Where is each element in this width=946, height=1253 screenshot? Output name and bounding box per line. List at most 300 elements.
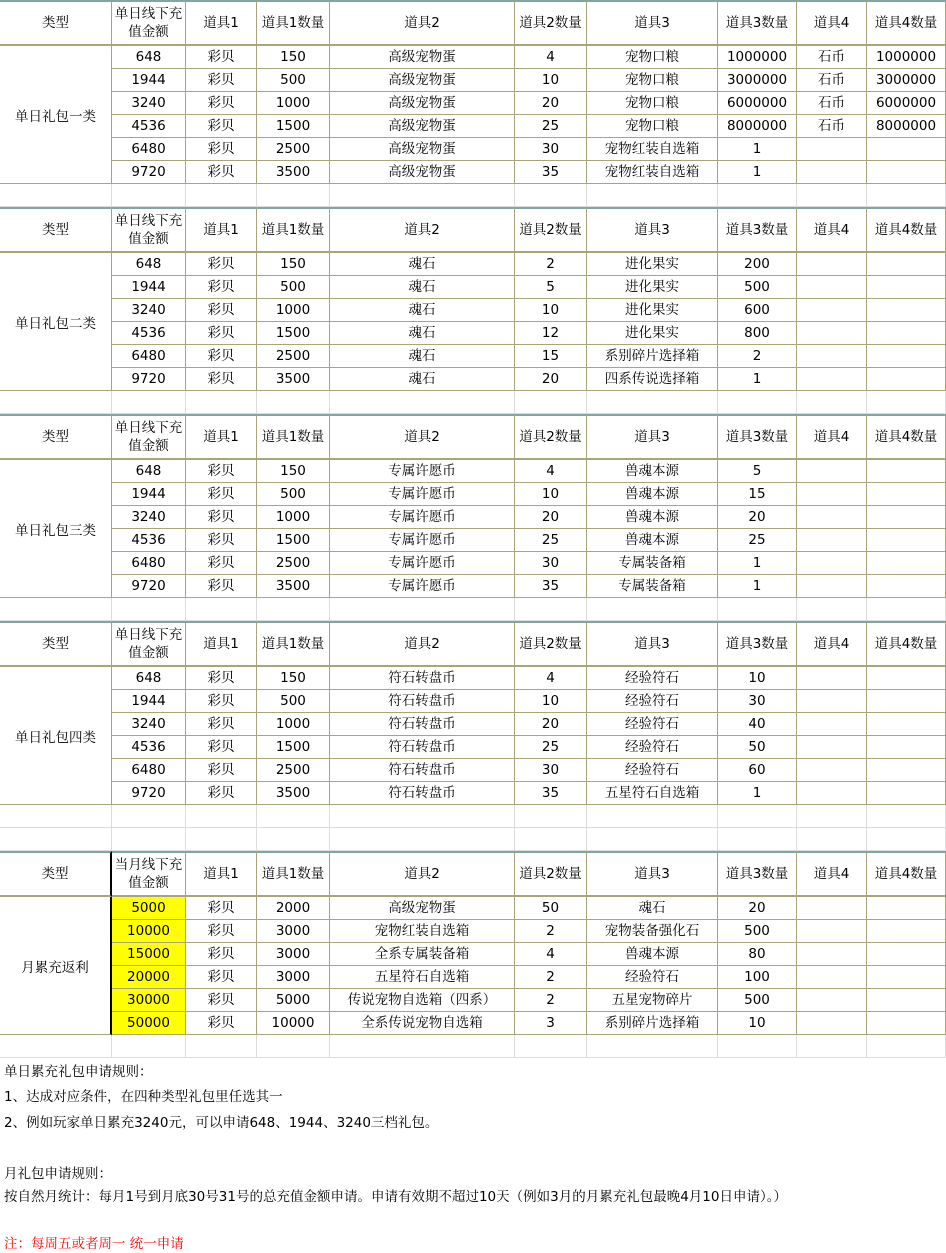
- cell-item3[interactable]: 四系传说选择箱: [587, 368, 718, 391]
- empty-cell[interactable]: [587, 598, 718, 621]
- cell-item3-qty[interactable]: 15: [718, 483, 797, 506]
- header-type[interactable]: 类型: [0, 414, 112, 460]
- cell-item3-qty[interactable]: 20: [718, 506, 797, 529]
- amount-cell[interactable]: 3240: [112, 713, 186, 736]
- cell-item4-qty[interactable]: [867, 161, 946, 184]
- cell-item1-qty[interactable]: 150: [257, 46, 330, 69]
- cell-item1-qty[interactable]: 2500: [257, 552, 330, 575]
- cell-item3[interactable]: 兽魂本源: [587, 460, 718, 483]
- cell-item2-qty[interactable]: 4: [515, 460, 587, 483]
- cell-item4[interactable]: [797, 161, 867, 184]
- cell-item2[interactable]: 专属许愿币: [330, 575, 515, 598]
- type-label[interactable]: 月累充返利: [0, 897, 112, 1035]
- cell-item2-qty[interactable]: 10: [515, 69, 587, 92]
- cell-item4[interactable]: [797, 276, 867, 299]
- amount-cell[interactable]: 1944: [112, 276, 186, 299]
- cell-item2[interactable]: 符石转盘币: [330, 736, 515, 759]
- cell-item1[interactable]: 彩贝: [186, 46, 257, 69]
- cell-item2[interactable]: 专属许愿币: [330, 483, 515, 506]
- cell-item3-qty[interactable]: 1000000: [718, 46, 797, 69]
- cell-item3[interactable]: 魂石: [587, 897, 718, 920]
- empty-cell[interactable]: [257, 828, 330, 851]
- cell-item1[interactable]: 彩贝: [186, 322, 257, 345]
- cell-item4-qty[interactable]: 8000000: [867, 115, 946, 138]
- amount-cell[interactable]: 6480: [112, 552, 186, 575]
- type-label[interactable]: 单日礼包二类: [0, 253, 112, 391]
- amount-cell[interactable]: 10000: [112, 920, 186, 943]
- cell-item4-qty[interactable]: [867, 1012, 946, 1035]
- cell-item3-qty[interactable]: 1: [718, 138, 797, 161]
- cell-item4[interactable]: [797, 460, 867, 483]
- header-item4[interactable]: 道具4: [797, 0, 867, 46]
- cell-item1[interactable]: 彩贝: [186, 460, 257, 483]
- header-type[interactable]: 类型: [0, 0, 112, 46]
- empty-cell[interactable]: [867, 391, 946, 414]
- amount-cell[interactable]: 15000: [112, 943, 186, 966]
- cell-item4[interactable]: [797, 966, 867, 989]
- header-item4-qty[interactable]: 道具4数量: [867, 851, 946, 897]
- amount-cell[interactable]: 3240: [112, 299, 186, 322]
- header-item2[interactable]: 道具2: [330, 0, 515, 46]
- cell-item4[interactable]: [797, 690, 867, 713]
- cell-item3[interactable]: 经验符石: [587, 713, 718, 736]
- cell-item3-qty[interactable]: 10: [718, 1012, 797, 1035]
- cell-item2-qty[interactable]: 12: [515, 322, 587, 345]
- cell-item3[interactable]: 经验符石: [587, 759, 718, 782]
- empty-cell[interactable]: [797, 805, 867, 828]
- amount-cell[interactable]: 5000: [112, 897, 186, 920]
- cell-item1-qty[interactable]: 1000: [257, 506, 330, 529]
- cell-item2[interactable]: 魂石: [330, 299, 515, 322]
- cell-item1-qty[interactable]: 150: [257, 460, 330, 483]
- cell-item1[interactable]: 彩贝: [186, 897, 257, 920]
- cell-item2-qty[interactable]: 25: [515, 115, 587, 138]
- empty-cell[interactable]: [797, 828, 867, 851]
- amount-cell[interactable]: 4536: [112, 322, 186, 345]
- empty-cell[interactable]: [257, 805, 330, 828]
- header-item2-qty[interactable]: 道具2数量: [515, 851, 587, 897]
- cell-item1[interactable]: 彩贝: [186, 345, 257, 368]
- cell-item1[interactable]: 彩贝: [186, 920, 257, 943]
- cell-item4[interactable]: [797, 575, 867, 598]
- empty-cell[interactable]: [186, 828, 257, 851]
- cell-item4[interactable]: [797, 299, 867, 322]
- empty-cell[interactable]: [0, 828, 112, 851]
- cell-item2[interactable]: 符石转盘币: [330, 782, 515, 805]
- empty-cell[interactable]: [587, 1035, 718, 1058]
- empty-cell[interactable]: [186, 598, 257, 621]
- header-item2[interactable]: 道具2: [330, 621, 515, 667]
- cell-item2-qty[interactable]: 15: [515, 345, 587, 368]
- cell-item4-qty[interactable]: [867, 460, 946, 483]
- empty-cell[interactable]: [257, 391, 330, 414]
- empty-cell[interactable]: [330, 1035, 515, 1058]
- header-amount[interactable]: 单日线下充值金额: [112, 414, 186, 460]
- empty-cell[interactable]: [515, 805, 587, 828]
- cell-item1-qty[interactable]: 1500: [257, 529, 330, 552]
- cell-item1[interactable]: 彩贝: [186, 92, 257, 115]
- cell-item2-qty[interactable]: 10: [515, 690, 587, 713]
- header-item3-qty[interactable]: 道具3数量: [718, 0, 797, 46]
- cell-item4[interactable]: 石币: [797, 46, 867, 69]
- empty-cell[interactable]: [587, 391, 718, 414]
- empty-cell[interactable]: [257, 598, 330, 621]
- cell-item3[interactable]: 经验符石: [587, 736, 718, 759]
- cell-item4[interactable]: [797, 1012, 867, 1035]
- header-item3[interactable]: 道具3: [587, 414, 718, 460]
- cell-item3-qty[interactable]: 80: [718, 943, 797, 966]
- cell-item1-qty[interactable]: 3500: [257, 368, 330, 391]
- cell-item1-qty[interactable]: 3000: [257, 920, 330, 943]
- cell-item1[interactable]: 彩贝: [186, 989, 257, 1012]
- cell-item2-qty[interactable]: 4: [515, 667, 587, 690]
- empty-cell[interactable]: [587, 805, 718, 828]
- cell-item3-qty[interactable]: 500: [718, 989, 797, 1012]
- amount-cell[interactable]: 648: [112, 46, 186, 69]
- cell-item3[interactable]: 宠物口粮: [587, 46, 718, 69]
- cell-item1[interactable]: 彩贝: [186, 506, 257, 529]
- amount-cell[interactable]: 9720: [112, 782, 186, 805]
- header-item4[interactable]: 道具4: [797, 621, 867, 667]
- empty-cell[interactable]: [797, 391, 867, 414]
- cell-item4-qty[interactable]: [867, 690, 946, 713]
- cell-item4-qty[interactable]: [867, 138, 946, 161]
- cell-item3[interactable]: 宠物红装自选箱: [587, 161, 718, 184]
- cell-item2-qty[interactable]: 2: [515, 920, 587, 943]
- cell-item2[interactable]: 魂石: [330, 345, 515, 368]
- empty-cell[interactable]: [0, 805, 112, 828]
- cell-item2-qty[interactable]: 50: [515, 897, 587, 920]
- amount-cell[interactable]: 648: [112, 667, 186, 690]
- cell-item1-qty[interactable]: 1000: [257, 713, 330, 736]
- cell-item3-qty[interactable]: 50: [718, 736, 797, 759]
- empty-cell[interactable]: [257, 1035, 330, 1058]
- header-amount[interactable]: 当月线下充值金额: [112, 851, 186, 897]
- cell-item2-qty[interactable]: 20: [515, 713, 587, 736]
- cell-item3[interactable]: 五星宠物碎片: [587, 989, 718, 1012]
- cell-item2[interactable]: 符石转盘币: [330, 713, 515, 736]
- cell-item3-qty[interactable]: 5: [718, 460, 797, 483]
- amount-cell[interactable]: 3240: [112, 506, 186, 529]
- empty-cell[interactable]: [867, 1035, 946, 1058]
- amount-cell[interactable]: 1944: [112, 69, 186, 92]
- cell-item2-qty[interactable]: 35: [515, 575, 587, 598]
- cell-item4-qty[interactable]: [867, 345, 946, 368]
- amount-cell[interactable]: 9720: [112, 575, 186, 598]
- cell-item2-qty[interactable]: 4: [515, 943, 587, 966]
- header-item4[interactable]: 道具4: [797, 414, 867, 460]
- header-item2[interactable]: 道具2: [330, 414, 515, 460]
- cell-item2[interactable]: 专属许愿币: [330, 529, 515, 552]
- cell-item1[interactable]: 彩贝: [186, 69, 257, 92]
- empty-cell[interactable]: [515, 1035, 587, 1058]
- cell-item1-qty[interactable]: 3500: [257, 575, 330, 598]
- cell-item3[interactable]: 宠物口粮: [587, 115, 718, 138]
- cell-item4[interactable]: [797, 368, 867, 391]
- amount-cell[interactable]: 4536: [112, 529, 186, 552]
- cell-item2-qty[interactable]: 25: [515, 736, 587, 759]
- empty-cell[interactable]: [186, 184, 257, 207]
- cell-item2-qty[interactable]: 20: [515, 506, 587, 529]
- cell-item2[interactable]: 专属许愿币: [330, 552, 515, 575]
- cell-item1[interactable]: 彩贝: [186, 943, 257, 966]
- header-item3-qty[interactable]: 道具3数量: [718, 621, 797, 667]
- cell-item3[interactable]: 兽魂本源: [587, 943, 718, 966]
- empty-cell[interactable]: [112, 805, 186, 828]
- header-type[interactable]: 类型: [0, 851, 112, 897]
- header-item1-qty[interactable]: 道具1数量: [257, 207, 330, 253]
- empty-cell[interactable]: [718, 598, 797, 621]
- cell-item2[interactable]: 专属许愿币: [330, 506, 515, 529]
- cell-item2[interactable]: 五星符石自选箱: [330, 966, 515, 989]
- cell-item3[interactable]: 进化果实: [587, 276, 718, 299]
- cell-item3-qty[interactable]: 1: [718, 552, 797, 575]
- empty-cell[interactable]: [330, 184, 515, 207]
- empty-cell[interactable]: [186, 805, 257, 828]
- header-item1-qty[interactable]: 道具1数量: [257, 851, 330, 897]
- cell-item4[interactable]: 石币: [797, 92, 867, 115]
- empty-cell[interactable]: [0, 1035, 112, 1058]
- header-item3-qty[interactable]: 道具3数量: [718, 851, 797, 897]
- cell-item4-qty[interactable]: [867, 667, 946, 690]
- cell-item2[interactable]: 全系专属装备箱: [330, 943, 515, 966]
- header-item1-qty[interactable]: 道具1数量: [257, 414, 330, 460]
- empty-cell[interactable]: [867, 184, 946, 207]
- cell-item2[interactable]: 专属许愿币: [330, 460, 515, 483]
- cell-item4[interactable]: [797, 138, 867, 161]
- header-amount[interactable]: 单日线下充值金额: [112, 0, 186, 46]
- header-item2-qty[interactable]: 道具2数量: [515, 414, 587, 460]
- cell-item1-qty[interactable]: 150: [257, 667, 330, 690]
- cell-item4[interactable]: [797, 552, 867, 575]
- cell-item2-qty[interactable]: 2: [515, 253, 587, 276]
- cell-item4[interactable]: [797, 782, 867, 805]
- empty-cell[interactable]: [718, 828, 797, 851]
- empty-cell[interactable]: [112, 184, 186, 207]
- empty-cell[interactable]: [718, 805, 797, 828]
- cell-item1-qty[interactable]: 1000: [257, 92, 330, 115]
- header-item1[interactable]: 道具1: [186, 207, 257, 253]
- header-amount[interactable]: 单日线下充值金额: [112, 207, 186, 253]
- cell-item4-qty[interactable]: [867, 276, 946, 299]
- cell-item1-qty[interactable]: 1500: [257, 322, 330, 345]
- cell-item2-qty[interactable]: 2: [515, 989, 587, 1012]
- cell-item3[interactable]: 宠物口粮: [587, 69, 718, 92]
- type-label[interactable]: 单日礼包三类: [0, 460, 112, 598]
- cell-item4-qty[interactable]: [867, 506, 946, 529]
- cell-item4[interactable]: [797, 897, 867, 920]
- cell-item2[interactable]: 高级宠物蛋: [330, 69, 515, 92]
- amount-cell[interactable]: 6480: [112, 138, 186, 161]
- empty-cell[interactable]: [257, 184, 330, 207]
- cell-item4-qty[interactable]: 6000000: [867, 92, 946, 115]
- cell-item3[interactable]: 宠物装备强化石: [587, 920, 718, 943]
- cell-item4-qty[interactable]: [867, 713, 946, 736]
- cell-item4[interactable]: [797, 667, 867, 690]
- empty-cell[interactable]: [867, 828, 946, 851]
- cell-item1-qty[interactable]: 2500: [257, 759, 330, 782]
- cell-item2-qty[interactable]: 20: [515, 92, 587, 115]
- cell-item3-qty[interactable]: 6000000: [718, 92, 797, 115]
- cell-item3[interactable]: 进化果实: [587, 253, 718, 276]
- cell-item4[interactable]: [797, 759, 867, 782]
- cell-item4-qty[interactable]: [867, 897, 946, 920]
- cell-item1[interactable]: 彩贝: [186, 1012, 257, 1035]
- amount-cell[interactable]: 50000: [112, 1012, 186, 1035]
- cell-item1-qty[interactable]: 500: [257, 69, 330, 92]
- cell-item2-qty[interactable]: 20: [515, 368, 587, 391]
- cell-item1-qty[interactable]: 3500: [257, 782, 330, 805]
- cell-item3[interactable]: 经验符石: [587, 667, 718, 690]
- header-item4[interactable]: 道具4: [797, 207, 867, 253]
- cell-item3[interactable]: 宠物口粮: [587, 92, 718, 115]
- cell-item4-qty[interactable]: [867, 552, 946, 575]
- header-item4-qty[interactable]: 道具4数量: [867, 207, 946, 253]
- empty-cell[interactable]: [330, 805, 515, 828]
- cell-item3[interactable]: 专属装备箱: [587, 552, 718, 575]
- empty-cell[interactable]: [867, 598, 946, 621]
- cell-item2-qty[interactable]: 30: [515, 759, 587, 782]
- cell-item2-qty[interactable]: 30: [515, 138, 587, 161]
- cell-item1[interactable]: 彩贝: [186, 483, 257, 506]
- cell-item2[interactable]: 符石转盘币: [330, 759, 515, 782]
- cell-item2[interactable]: 高级宠物蛋: [330, 46, 515, 69]
- cell-item1-qty[interactable]: 3000: [257, 966, 330, 989]
- cell-item4[interactable]: [797, 483, 867, 506]
- cell-item1-qty[interactable]: 3500: [257, 161, 330, 184]
- cell-item4-qty[interactable]: [867, 483, 946, 506]
- cell-item3[interactable]: 系别碎片选择箱: [587, 345, 718, 368]
- cell-item3-qty[interactable]: 1: [718, 161, 797, 184]
- header-item2-qty[interactable]: 道具2数量: [515, 207, 587, 253]
- empty-cell[interactable]: [112, 598, 186, 621]
- cell-item3-qty[interactable]: 100: [718, 966, 797, 989]
- cell-item3-qty[interactable]: 3000000: [718, 69, 797, 92]
- cell-item1[interactable]: 彩贝: [186, 299, 257, 322]
- header-item2-qty[interactable]: 道具2数量: [515, 621, 587, 667]
- cell-item1-qty[interactable]: 1500: [257, 736, 330, 759]
- cell-item1[interactable]: 彩贝: [186, 276, 257, 299]
- empty-cell[interactable]: [515, 184, 587, 207]
- cell-item1-qty[interactable]: 1000: [257, 299, 330, 322]
- empty-cell[interactable]: [330, 391, 515, 414]
- header-amount[interactable]: 单日线下充值金额: [112, 621, 186, 667]
- cell-item3[interactable]: 进化果实: [587, 322, 718, 345]
- amount-cell[interactable]: 3240: [112, 92, 186, 115]
- cell-item2[interactable]: 魂石: [330, 322, 515, 345]
- cell-item2[interactable]: 宠物红装自选箱: [330, 920, 515, 943]
- amount-cell[interactable]: 6480: [112, 759, 186, 782]
- cell-item1-qty[interactable]: 2500: [257, 138, 330, 161]
- cell-item2[interactable]: 高级宠物蛋: [330, 138, 515, 161]
- cell-item2-qty[interactable]: 2: [515, 966, 587, 989]
- header-item3-qty[interactable]: 道具3数量: [718, 414, 797, 460]
- cell-item1[interactable]: 彩贝: [186, 713, 257, 736]
- header-item1[interactable]: 道具1: [186, 0, 257, 46]
- cell-item3-qty[interactable]: 1: [718, 368, 797, 391]
- cell-item2-qty[interactable]: 5: [515, 276, 587, 299]
- cell-item1[interactable]: 彩贝: [186, 575, 257, 598]
- empty-cell[interactable]: [587, 828, 718, 851]
- header-item4-qty[interactable]: 道具4数量: [867, 414, 946, 460]
- amount-cell[interactable]: 4536: [112, 115, 186, 138]
- cell-item1-qty[interactable]: 2000: [257, 897, 330, 920]
- header-item1-qty[interactable]: 道具1数量: [257, 621, 330, 667]
- cell-item1-qty[interactable]: 500: [257, 483, 330, 506]
- empty-cell[interactable]: [330, 828, 515, 851]
- cell-item2[interactable]: 高级宠物蛋: [330, 92, 515, 115]
- cell-item1[interactable]: 彩贝: [186, 138, 257, 161]
- empty-cell[interactable]: [186, 1035, 257, 1058]
- cell-item2[interactable]: 传说宠物自选箱（四系）: [330, 989, 515, 1012]
- cell-item4[interactable]: 石币: [797, 69, 867, 92]
- cell-item3[interactable]: 兽魂本源: [587, 483, 718, 506]
- cell-item4-qty[interactable]: 3000000: [867, 69, 946, 92]
- cell-item1-qty[interactable]: 1500: [257, 115, 330, 138]
- cell-item4-qty[interactable]: [867, 966, 946, 989]
- cell-item3[interactable]: 兽魂本源: [587, 506, 718, 529]
- cell-item3-qty[interactable]: 30: [718, 690, 797, 713]
- header-item4[interactable]: 道具4: [797, 851, 867, 897]
- cell-item2[interactable]: 符石转盘币: [330, 690, 515, 713]
- cell-item3-qty[interactable]: 40: [718, 713, 797, 736]
- cell-item4[interactable]: 石币: [797, 115, 867, 138]
- cell-item3[interactable]: 专属装备箱: [587, 575, 718, 598]
- cell-item2[interactable]: 魂石: [330, 368, 515, 391]
- empty-cell[interactable]: [186, 391, 257, 414]
- cell-item2[interactable]: 高级宠物蛋: [330, 897, 515, 920]
- cell-item1[interactable]: 彩贝: [186, 529, 257, 552]
- cell-item1[interactable]: 彩贝: [186, 736, 257, 759]
- empty-cell[interactable]: [112, 828, 186, 851]
- header-item2[interactable]: 道具2: [330, 851, 515, 897]
- cell-item3-qty[interactable]: 8000000: [718, 115, 797, 138]
- cell-item4-qty[interactable]: [867, 299, 946, 322]
- cell-item3-qty[interactable]: 1: [718, 575, 797, 598]
- cell-item2-qty[interactable]: 25: [515, 529, 587, 552]
- cell-item3-qty[interactable]: 500: [718, 920, 797, 943]
- amount-cell[interactable]: 1944: [112, 690, 186, 713]
- cell-item3-qty[interactable]: 800: [718, 322, 797, 345]
- cell-item2-qty[interactable]: 30: [515, 552, 587, 575]
- cell-item1[interactable]: 彩贝: [186, 667, 257, 690]
- cell-item2-qty[interactable]: 3: [515, 1012, 587, 1035]
- cell-item2-qty[interactable]: 35: [515, 161, 587, 184]
- cell-item3-qty[interactable]: 2: [718, 345, 797, 368]
- amount-cell[interactable]: 648: [112, 253, 186, 276]
- type-label[interactable]: 单日礼包一类: [0, 46, 112, 184]
- cell-item1-qty[interactable]: 150: [257, 253, 330, 276]
- cell-item2[interactable]: 魂石: [330, 253, 515, 276]
- header-item1[interactable]: 道具1: [186, 414, 257, 460]
- amount-cell[interactable]: 648: [112, 460, 186, 483]
- empty-cell[interactable]: [515, 828, 587, 851]
- empty-cell[interactable]: [0, 391, 112, 414]
- cell-item4[interactable]: [797, 506, 867, 529]
- header-item3[interactable]: 道具3: [587, 621, 718, 667]
- cell-item2[interactable]: 高级宠物蛋: [330, 115, 515, 138]
- cell-item1-qty[interactable]: 2500: [257, 345, 330, 368]
- cell-item1[interactable]: 彩贝: [186, 782, 257, 805]
- amount-cell[interactable]: 9720: [112, 161, 186, 184]
- cell-item2[interactable]: 魂石: [330, 276, 515, 299]
- cell-item4[interactable]: [797, 529, 867, 552]
- cell-item2[interactable]: 高级宠物蛋: [330, 161, 515, 184]
- cell-item4[interactable]: [797, 920, 867, 943]
- amount-cell[interactable]: 30000: [112, 989, 186, 1012]
- header-item3[interactable]: 道具3: [587, 207, 718, 253]
- cell-item3-qty[interactable]: 600: [718, 299, 797, 322]
